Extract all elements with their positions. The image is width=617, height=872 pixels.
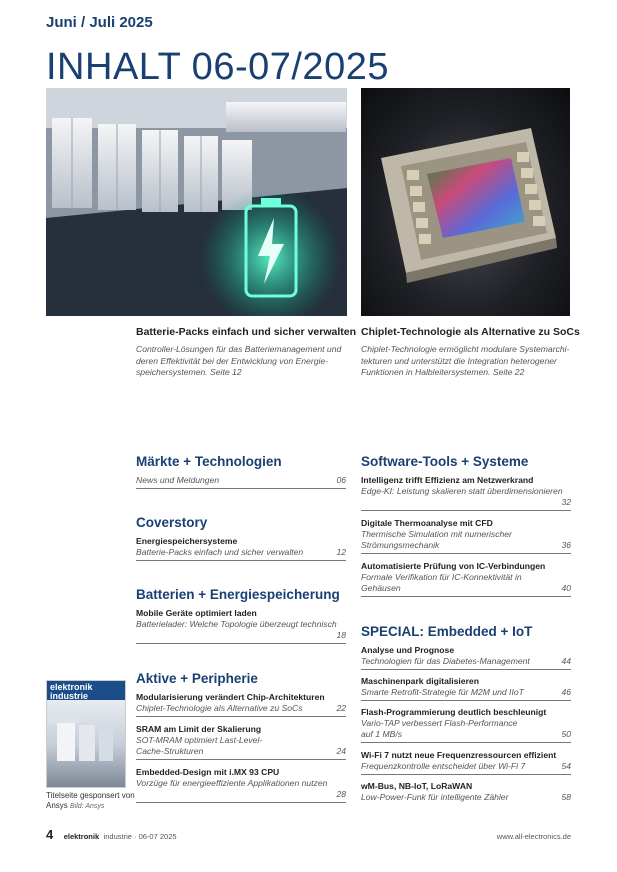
entry-text: Chiplet-Technologie als Alternative zu SoCs — [136, 703, 303, 713]
footer-brand: elektronik — [63, 832, 100, 841]
section-heading-maerkte: Märkte + Technologien — [136, 454, 282, 469]
entry-page: 58 — [561, 792, 571, 802]
toc-entry[interactable] — [361, 676, 571, 701]
cover-sponsor-text: Titelseite gesponsert von Ansys — [46, 791, 135, 810]
entry-page: 54 — [561, 761, 571, 771]
toc-entry[interactable] — [136, 767, 346, 803]
entry-text: Technologien für das Diabetes-Management — [361, 656, 530, 666]
entry-page: 46 — [561, 687, 571, 697]
entry-title: Mobile Geräte optimiert laden — [136, 608, 257, 618]
entry-page: 40 — [561, 583, 571, 593]
toc-entry[interactable] — [136, 475, 346, 489]
entry-page: 22 — [336, 703, 346, 713]
issue-date: Juni / Juli 2025 — [46, 14, 153, 31]
entry-page: 28 — [336, 789, 346, 799]
toc-entry[interactable] — [136, 608, 346, 644]
footer-magazine: industrie · 06-07 2025 — [103, 832, 177, 841]
cover-thumbnail[interactable] — [46, 680, 126, 788]
entry-page: 32 — [561, 497, 571, 507]
feature-image-battery — [46, 88, 347, 316]
toc-entry[interactable] — [361, 518, 571, 554]
entry-title: Embedded-Design mit i.MX 93 CPU — [136, 767, 280, 777]
entry-text: Vario-TAP verbessert Flash-Performance auf 1 MB/s — [361, 718, 518, 739]
entry-text: Thermische Simulation mit numerischer Strömungsmechanik — [361, 529, 512, 550]
cover-credit: Bild: Ansys — [70, 803, 105, 810]
entry-text: SOT-MRAM optimiert Last-Level-Cache-Strukturen — [136, 735, 263, 756]
entry-page: 06 — [336, 475, 346, 485]
section-heading-aktive: Aktive + Peripherie — [136, 671, 258, 686]
entry-page: 36 — [561, 540, 571, 550]
entry-title: Energiespeichersysteme — [136, 536, 238, 546]
entry-title: Automatisierte Prüfung von IC-Verbindungen — [361, 561, 546, 571]
toc-entry[interactable] — [361, 781, 571, 805]
entry-text: Edge-KI: Leistung skalieren statt überdimensionieren — [361, 486, 563, 496]
section-heading-software: Software-Tools + Systeme — [361, 454, 529, 469]
toc-entry[interactable] — [136, 536, 346, 561]
page-number: 4 — [46, 827, 54, 842]
feature-title-chiplet[interactable]: Chiplet-Technologie als Alternative zu SoCs — [361, 326, 580, 338]
entry-page: 18 — [336, 630, 346, 640]
battery-storage-illustration — [46, 88, 347, 316]
entry-text: Formale Verifikation für IC-Konnektivität in Gehäusen — [361, 572, 522, 593]
entry-title: Flash-Programmierung deutlich beschleunigt — [361, 707, 547, 717]
toc-entry[interactable] — [361, 561, 571, 597]
entry-page: 44 — [561, 656, 571, 666]
entry-title: Analyse und Prognose — [361, 645, 455, 655]
toc-entry[interactable] — [136, 692, 346, 717]
section-heading-coverstory: Coverstory — [136, 515, 208, 530]
entry-text: Batterielader: Welche Topologie überzeugt technisch — [136, 619, 337, 629]
entry-page: 50 — [561, 729, 571, 739]
entry-text: News und Meldungen — [136, 475, 220, 485]
entry-text: Vorzüge für energieeffiziente Applikationen nutzen — [136, 778, 328, 788]
entry-title: Maschinenpark digitalisieren — [361, 676, 479, 686]
entry-text: Smarte Retrofit-Strategie für M2M und IIoT — [361, 687, 524, 697]
toc-entry[interactable] — [361, 707, 571, 743]
feature-text-battery: Controller-Lösungen für das Batteriemanagement und deren Effektivität bei der Entwicklung von Energie-speichersystemen. Seite 12 — [136, 344, 342, 377]
entry-text: Batterie-Packs einfach und sicher verwalten — [136, 547, 304, 557]
section-heading-special: SPECIAL: Embedded + IoT — [361, 624, 533, 639]
page-title: INHALT 06-07/2025 — [46, 46, 389, 88]
feature-text-chiplet: Chiplet-Technologie ermöglicht modulare Systemarchi-tekturen und unterstützt die Integration heterogener Funktionen in Halbleitersystemen. Seite 22 — [361, 344, 570, 377]
section-heading-batterien: Batterien + Energiespeicherung — [136, 587, 340, 602]
feature-title-battery[interactable]: Batterie-Packs einfach und sicher verwalten — [136, 326, 357, 338]
entry-title: Wi-Fi 7 nutzt neue Frequenzressourcen effizient — [361, 750, 557, 760]
entry-page: 24 — [336, 746, 346, 756]
footer-url[interactable]: www.all-electronics.de — [496, 832, 571, 841]
entry-text: Low-Power-Funk für intelligente Zähler — [361, 792, 509, 802]
feature-image-chiplet — [361, 88, 570, 316]
cover-battery-icon — [47, 707, 126, 787]
cover-brand-line1: elektronik — [50, 682, 93, 692]
chiplet-illustration — [361, 88, 570, 316]
cover-note — [46, 791, 136, 812]
entry-title: Modularisierung verändert Chip-Architekturen — [136, 692, 325, 702]
entry-title: wM-Bus, NB-IoT, LoRaWAN — [361, 781, 473, 791]
cover-brand-line2: industrie — [50, 691, 89, 701]
entry-title: SRAM am Limit der Skalierung — [136, 724, 262, 734]
entry-page: 12 — [336, 547, 346, 557]
toc-entry[interactable] — [361, 645, 571, 670]
toc-entry[interactable] — [361, 475, 571, 511]
entry-text: Frequenzkontrolle entscheidet über Wi-Fi 7 — [361, 761, 526, 771]
entry-title: Intelligenz trifft Effizienz am Netzwerkrand — [361, 475, 534, 485]
toc-entry[interactable] — [136, 724, 346, 760]
page-footer — [46, 826, 571, 844]
toc-entry[interactable] — [361, 750, 571, 775]
entry-title: Digitale Thermoanalyse mit CFD — [361, 518, 493, 528]
